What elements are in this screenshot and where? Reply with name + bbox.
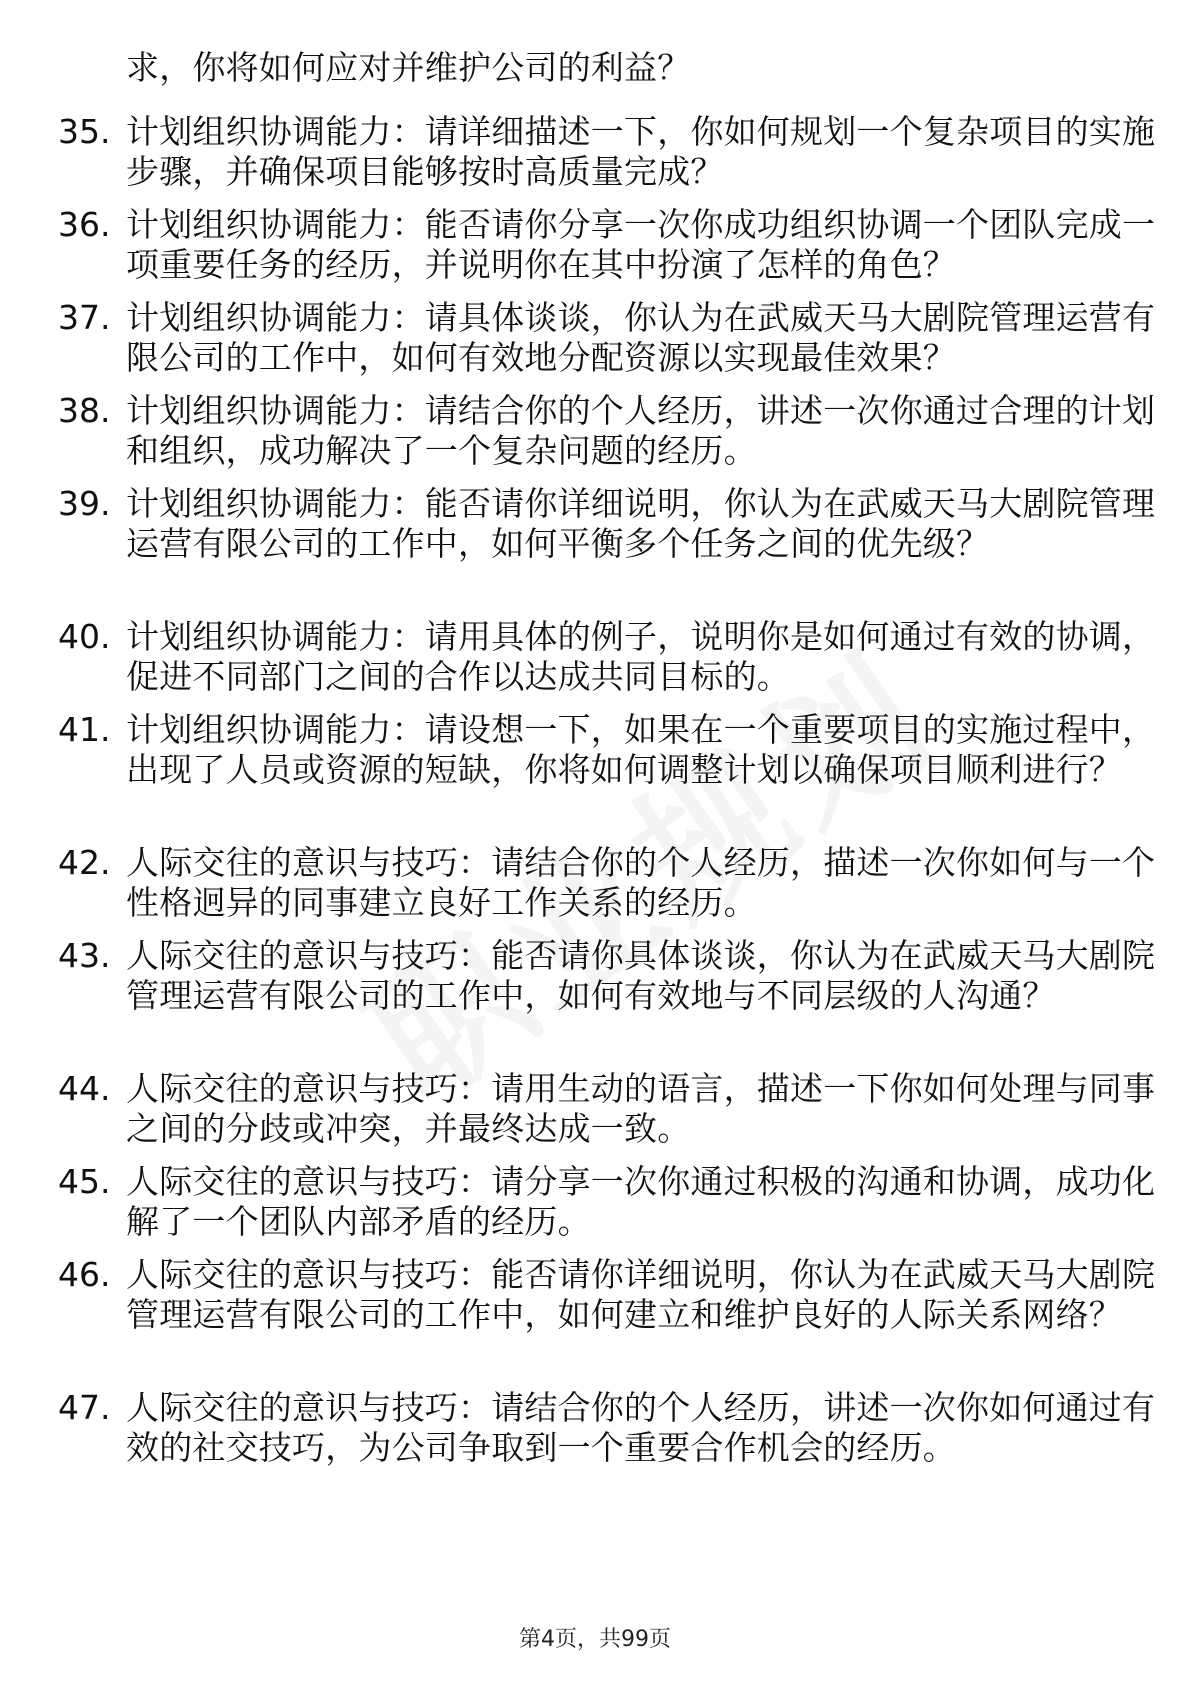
question-text: 人际交往的意识与技巧：请分享一次你通过积极的沟通和协调，成功化解了一个团队内部矛盾的经历。 [126,1162,1156,1241]
question-text: 人际交往的意识与技巧：能否请你具体谈谈，你认为在武威天马大剧院管理运营有限公司的工作中，如何有效地与不同层级的人沟通？ [126,936,1156,1015]
question-text: 人际交往的意识与技巧：请结合你的个人经历，讲述一次你如何通过有效的社交技巧，为公司争取到一个重要合作机会的经历。 [126,1388,1156,1467]
question-number: 44. [58,1069,111,1108]
question-text: 人际交往的意识与技巧：请结合你的个人经历，描述一次你如何与一个性格迥异的同事建立良好工作关系的经历。 [126,843,1156,922]
question-number: 41. [58,710,111,749]
question-number: 37. [58,298,111,337]
question-text: 人际交往的意识与技巧：能否请你详细说明，你认为在武威天马大剧院管理运营有限公司的工作中，如何建立和维护良好的人际关系网络？ [126,1255,1156,1334]
question-text: 计划组织协调能力：能否请你详细说明，你认为在武威天马大剧院管理运营有限公司的工作中，如何平衡多个任务之间的优先级？ [126,484,1156,563]
question-text: 计划组织协调能力：请具体谈谈，你认为在武威天马大剧院管理运营有限公司的工作中，如何有效地分配资源以实现最佳效果？ [126,298,1156,377]
question-number: 36. [58,205,111,244]
question-number: 35. [58,112,111,151]
question-text: 计划组织协调能力：能否请你分享一次你成功组织协调一个团队完成一项重要任务的经历，并说明你在其中扮演了怎样的角色？ [126,205,1156,284]
question-text: 人际交往的意识与技巧：请用生动的语言，描述一下你如何处理与同事之间的分歧或冲突，并最终达成一致。 [126,1069,1156,1148]
question-number: 45. [58,1162,111,1201]
question-number: 39. [58,484,111,523]
page-footer: 第4页，共99页 [519,1627,671,1652]
question-text: 计划组织协调能力：请结合你的个人经历，讲述一次你通过合理的计划和组织，成功解决了一个复杂问题的经历。 [126,391,1156,470]
question-number: 42. [58,843,111,882]
question-number: 43. [58,936,111,975]
question-text: 计划组织协调能力：请设想一下，如果在一个重要项目的实施过程中，出现了人员或资源的短缺，你将如何调整计划以确保项目顺利进行？ [126,710,1156,789]
question-text: 计划组织协调能力：请详细描述一下，你如何规划一个复杂项目的实施步骤，并确保项目能够按时高质量完成？ [126,112,1156,191]
question-number: 47. [58,1388,111,1427]
question-number: 38. [58,391,111,430]
question-number: 46. [58,1255,111,1294]
continued-question-text: 求，你将如何应对并维护公司的利益？ [126,48,691,87]
question-text: 计划组织协调能力：请用具体的例子，说明你是如何通过有效的协调，促进不同部门之间的合作以达成共同目标的。 [126,617,1156,696]
question-number: 40. [58,617,111,656]
